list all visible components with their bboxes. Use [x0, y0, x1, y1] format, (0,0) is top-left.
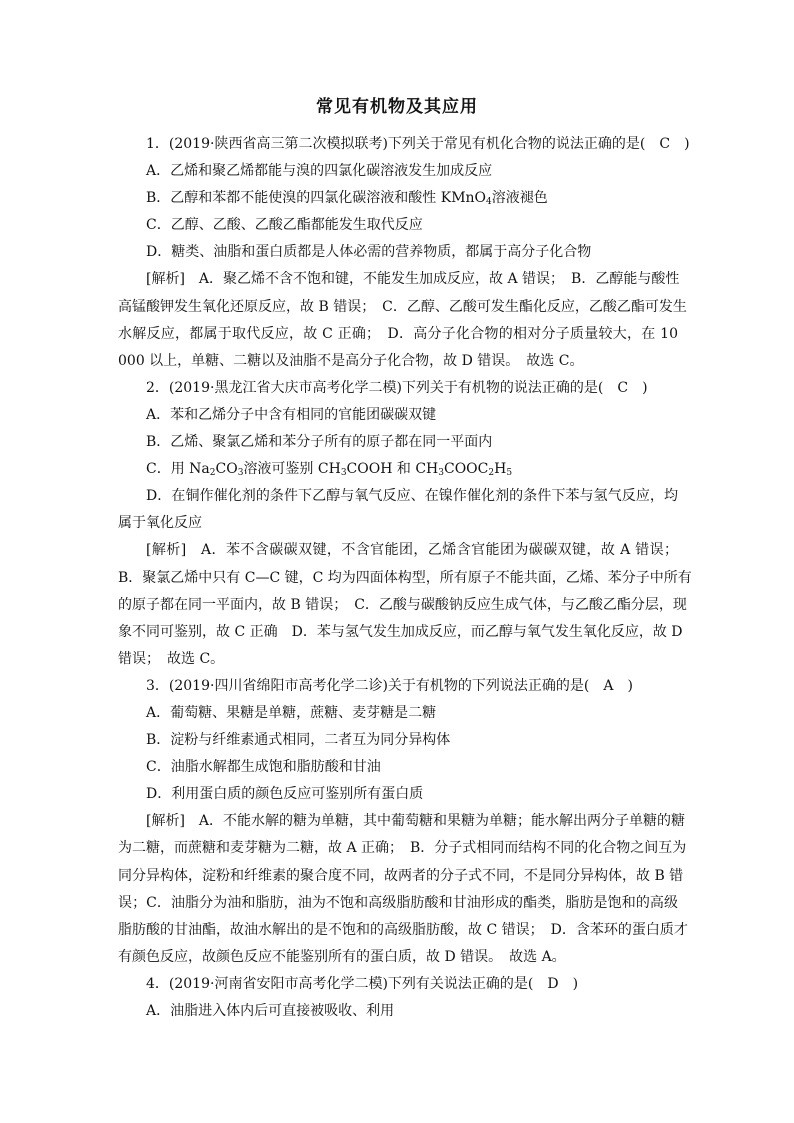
text: COOH 和 CH	[346, 461, 439, 478]
question-3-analysis-line: 脂肪酸的甘油酯，故油水解出的是不饱和的高级脂肪酸，故 C 错误； D．含苯环的蛋白质才	[118, 921, 688, 938]
question-2-option-a: A．苯和乙烯分子中含有相同的官能团碳碳双键	[146, 406, 437, 423]
question-1-analysis-line: 水解反应，都属于取代反应，故 C 正确； D．高分子化合物的相对分子质量较大，在 10	[118, 325, 678, 342]
question-3-analysis-line: 同分异构体，淀粉和纤维素的聚合度不同，故两者的分子式不同，不是同分异构体，故 B 错	[118, 867, 684, 884]
option-b-text: B．乙醇和苯都不能使溴的四氯化碳溶液和酸性 KMnO	[146, 190, 487, 207]
question-1-option-b	[118, 185, 678, 212]
page-title: 常见有机物及其应用	[316, 97, 478, 117]
question-3-option-b: B．淀粉与纤维素通式相同，二者互为同分异构体	[146, 732, 451, 749]
question-3-analysis-line: 有颜色反应，故颜色反应不能鉴别所有的蛋白质，故 D 错误。 故选 A。	[118, 948, 566, 965]
question-2-analysis-line: 的原子都在同一平面内，故 B 错误； C．乙酸与碳酸钠反应生成气体，与乙酸乙酯分层，现	[118, 596, 687, 613]
question-3-analysis-line: 为二糖，而蔗糖和麦芽糖为二糖，故 A 正确； B．分子式相同而结构不同的化合物之间互为	[118, 840, 687, 857]
question-4-stem: 4．(2019·河南省安阳市高考化学二模)下列有关说法正确的是( D )	[146, 975, 579, 992]
subscript: 5	[506, 468, 513, 479]
question-3-option-c: C．油脂水解都生成饱和脂肪酸和甘油	[146, 759, 381, 776]
document-body	[118, 131, 692, 1025]
question-3-analysis-line: [解析] A．不能水解的糖为单糖，其中葡萄糖和果糖为单糖；能水解出两分子单糖的糖	[146, 813, 686, 830]
question-1-analysis-line: 000 以上，单糖、二糖以及油脂不是高分子化合物，故 D 错误。 故选 C。	[118, 352, 584, 369]
question-1-stem: 1．(2019·陕西省高三第二次模拟联考)下列关于常见有机化合物的说法正确的是( C )	[146, 136, 690, 152]
question-3-option-d: D．利用蛋白质的颜色反应可鉴别所有蛋白质	[146, 786, 424, 803]
subscript: 3	[237, 468, 244, 479]
option-b-text-end: 溶液褪色	[491, 190, 548, 207]
question-2-analysis-line: [解析] A．苯不含碳碳双键，不含官能团，乙烯含官能团为碳碳双键，故 A 错误；	[146, 542, 678, 559]
question-3-option-a: A．葡萄糖、果糖是单糖，蔗糖、麦芽糖是二糖	[146, 704, 437, 721]
question-4-option-a: A．油脂进入体内后可直接被吸收、利用	[146, 1003, 395, 1019]
question-1-option-c: C．乙醇、乙酸、乙酸乙酯都能发生取代反应	[146, 217, 423, 234]
text: COOC	[443, 461, 489, 478]
subscript: 2	[488, 468, 495, 479]
question-3-stem: 3．(2019·四川省绵阳市高考化学二诊)关于有机物的下列说法正确的是( A )	[146, 677, 633, 694]
text: C．用 Na	[146, 461, 210, 478]
question-2-stem: 2．(2019·黑龙江省大庆市高考化学二模)下列关于有机物的说法正确的是( C )	[146, 379, 648, 396]
question-1-option-a: A．乙烯和聚乙烯都能与溴的四氯化碳溶液发生加成反应	[146, 163, 493, 180]
question-1-analysis-line: 高锰酸钾发生氧化还原反应，故 B 错误； C．乙醇、乙酸可发生酯化反应，乙酸乙酯可发生	[118, 298, 687, 315]
question-2-option-d-cont: 属于氧化反应	[118, 515, 202, 532]
text: 溶液可鉴别 CH	[243, 461, 341, 478]
question-1-option-d: D．糖类、油脂和蛋白质都是人体必需的营养物质，都属于高分子化合物	[146, 244, 592, 261]
text: CO	[215, 461, 238, 478]
question-2-option-b: B．乙烯、聚氯乙烯和苯分子所有的原子都在同一平面内	[146, 434, 493, 451]
subscript: 3	[340, 468, 347, 479]
question-3-analysis-line: 误；C．油脂分为油和脂肪，油为不饱和高级脂肪酸和甘油形成的酯类，脂肪是饱和的高级	[118, 894, 678, 911]
subscript: 4	[486, 197, 492, 208]
text: H	[494, 461, 507, 478]
question-2-analysis-line: 错误； 故选 C。	[118, 650, 225, 667]
question-2-analysis-line: B．聚氯乙烯中只有 C—C 键，C 均为四面体构型，所有原子不能共面，乙烯、苯分子中所有	[118, 569, 692, 586]
subscript: 3	[438, 468, 444, 479]
subscript: 2	[209, 468, 216, 479]
question-2-analysis-line: 象不同可鉴别，故 C 正确 D．苯与氢气发生加成反应，而乙醇与氧气发生氧化反应，故 D	[118, 623, 683, 640]
question-1-analysis-line: [解析] A．聚乙烯不含不饱和键，不能发生加成反应，故 A 错误； B．乙醇能与酸性	[146, 271, 680, 288]
question-2-option-d: D．在铜作催化剂的条件下乙醇与氧气反应、在镍作催化剂的条件下苯与氢气反应，均	[146, 488, 678, 505]
question-2-option-c	[118, 456, 678, 483]
